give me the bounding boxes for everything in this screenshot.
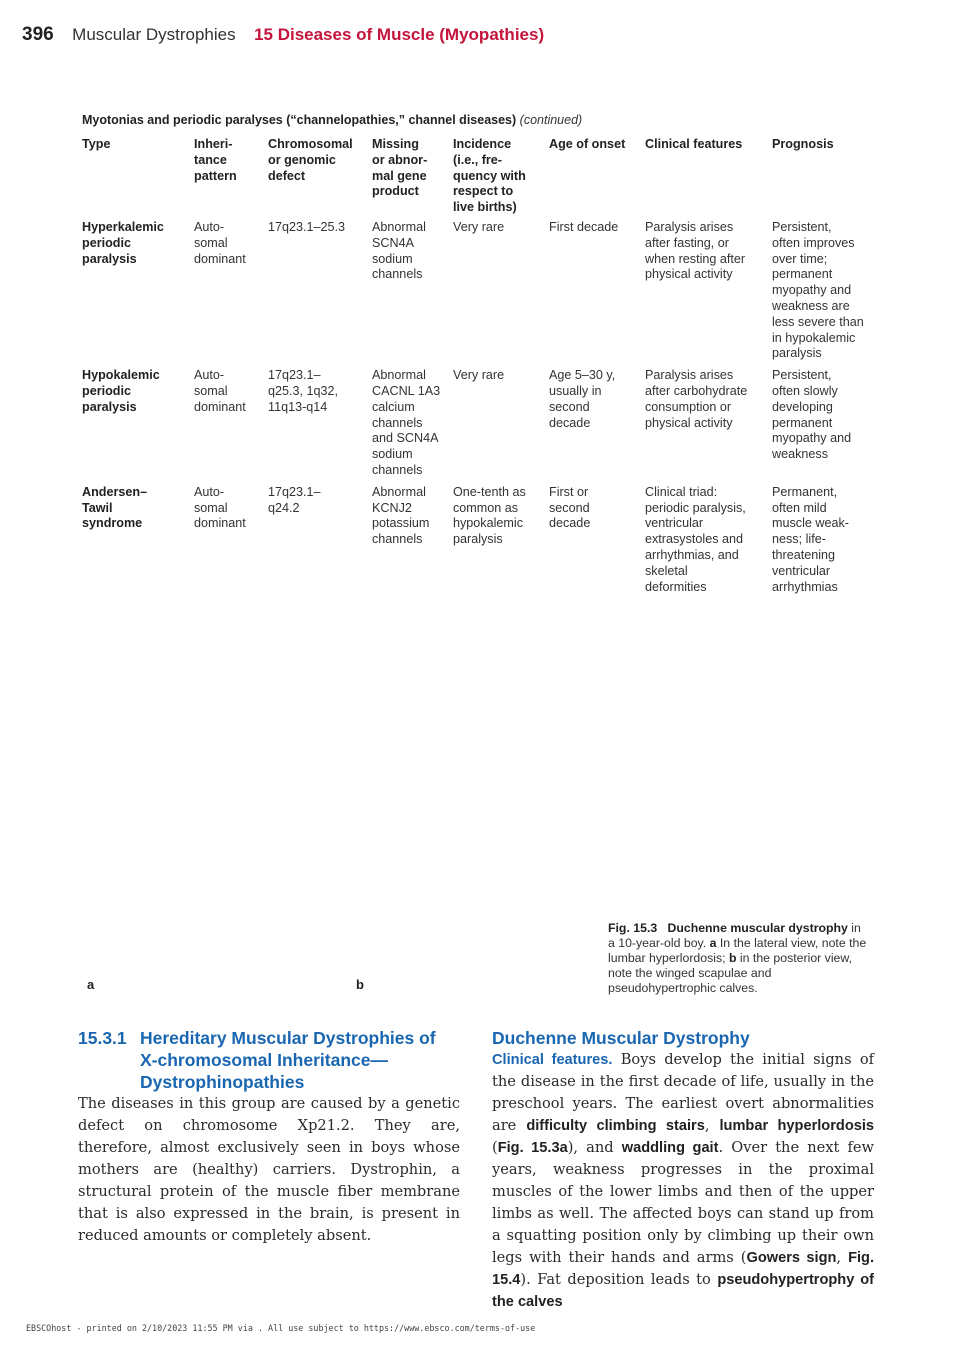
table-cell: First or second decade <box>549 484 591 531</box>
table-cell: 17q23.1– q24.2 <box>268 484 321 515</box>
table-cell: Very rare <box>453 219 505 234</box>
table-cell: One-tenth as common as hypokalemic paralysis <box>453 484 526 547</box>
table-cell: Auto- somal dominant <box>194 484 246 531</box>
table-cell: Auto- somal dominant <box>194 368 246 414</box>
figure-text-b: in the posterior view, note the winged scapulae and pseudohypertrophic calves. <box>608 951 853 995</box>
section-title-line3: Dystrophinopathies <box>140 1072 305 1092</box>
left-column <box>78 1027 460 1247</box>
figure-label-a: a <box>709 936 717 950</box>
subsection-body <box>492 1049 874 1313</box>
bold-term-5: pseudohypertrophy of the calves <box>492 1272 875 1310</box>
bold-term-1: difficulty climbing stairs <box>526 1118 705 1134</box>
page-header <box>22 24 544 50</box>
table-caption <box>82 113 872 127</box>
table-cell: Auto- somal dominant <box>194 219 246 266</box>
figure-text-a: In the lateral view, note the lumbar hyperlordosis; <box>608 936 867 965</box>
running-title: Muscular Dystrophies <box>72 25 236 44</box>
channelopathies-table <box>82 137 872 601</box>
figure-panel-a-label: a <box>87 977 95 992</box>
figure-ref-2: Fig. 15.4 <box>492 1250 875 1288</box>
body-text-5: . Over the next few years, weakness progresses in the proximal muscles of the lower limbs and then of the upper limbs as well. The affected boys can stand up from a squatting position only by climbing up their own legs with their hands and arms ( <box>492 1139 875 1266</box>
figure-panel-b-label: b <box>356 977 364 992</box>
table-cell: Very rare <box>453 368 505 383</box>
figure-ref-1: Fig. 15.3a <box>497 1140 568 1156</box>
body-text-4: ), and <box>567 1139 614 1156</box>
table-row <box>82 368 872 485</box>
table-header-cell: Prognosis <box>772 137 834 151</box>
table-cell: Age 5–30 y, usually in second decade <box>549 368 616 430</box>
table-header-cell: Chromosomal or genomic defect <box>268 137 353 183</box>
table-header-cell: Age of onset <box>549 137 626 151</box>
table-body <box>82 220 872 601</box>
body-text-6: , <box>836 1249 842 1266</box>
page-number: 396 <box>22 24 54 45</box>
chapter-title: 15 Diseases of Muscle (Myopathies) <box>254 25 545 44</box>
body-text-3: ( <box>492 1139 498 1156</box>
subsection-heading: Duchenne Muscular Dystrophy <box>492 1028 750 1048</box>
table-caption-title: Myotonias and periodic paralyses (“channelopathies,” channel diseases) <box>82 113 517 127</box>
figure-title: Duchenne muscular dystrophy <box>667 921 848 935</box>
bold-term-3: waddling gait <box>621 1140 719 1156</box>
table-header-cell: Missing or abnor- mal gene product <box>372 137 428 199</box>
table-caption-continued: (continued) <box>519 113 583 127</box>
section-title-line2: X-chromosomal Inheritance— <box>140 1050 388 1070</box>
table-cell: Paralysis arises after fasting, or when resting after physical activity <box>645 219 746 282</box>
table-cell: Abnormal KCNJ2 potassium channels <box>372 484 430 547</box>
right-column <box>492 1027 874 1313</box>
body-text-1: Boys develop the initial signs of the disease in the first decade of life, usually in the preschool years. The earliest overt abnormalities are <box>492 1051 875 1134</box>
table-row <box>82 485 872 602</box>
table-cell: First decade <box>549 219 619 234</box>
table-cell: Abnormal SCN4A sodium channels <box>372 219 426 282</box>
bold-term-2: lumbar hyperlordosis <box>719 1118 875 1134</box>
channelopathies-table-block <box>82 113 872 601</box>
section-title-line1: Hereditary Muscular Dystrophies of <box>140 1028 436 1048</box>
table-cell: Persistent, often slowly developing permanent myopathy and weakness <box>772 368 852 462</box>
figure-label-b: b <box>728 951 737 965</box>
table-type-cell: Andersen– Tawil syndrome <box>82 484 148 531</box>
run-in-heading: Clinical features. <box>492 1052 613 1068</box>
figure-caption <box>608 921 870 996</box>
table-cell: Permanent, often mild muscle weak- ness; life- threatening ventricular arrhythmias <box>772 484 849 594</box>
body-text-7: ). Fat deposition leads to <box>520 1271 711 1288</box>
table-cell: Persistent, often improves over time; permanent myopathy and weakness are less severe than in hypokalemic paralysis <box>772 219 864 361</box>
section-body: The diseases in this group are caused by a genetic defect on chromosome Xp21.2. They are, therefore, almost exclusively seen in boys whose mothers are (healthy) carriers. Dystrophin, a structural protein of the muscle fiber membrane that is also expressed in the brain, is present in reduced amounts or completely absent. <box>78 1095 460 1244</box>
table-type-cell: Hypokalemic periodic paralysis <box>82 368 160 414</box>
table-cell: 17q23.1– q25.3, 1q32, 11q13-q14 <box>268 368 339 414</box>
section-heading <box>78 1027 460 1093</box>
table-header-cell: Inheri- tance pattern <box>194 137 237 183</box>
section-number: 15.3.1 <box>78 1028 127 1048</box>
table-cell: Clinical triad: periodic paralysis, ventricular extrasystoles and arrhythmias, and skeletal deformities <box>645 484 746 594</box>
footer-note: EBSCOhost - printed on 2/10/2023 11:55 PM via . All use subject to https://www.ebsco.com/terms-of-use <box>26 1323 536 1333</box>
table-header-cell: Incidence (i.e., fre- quency with respect to live births) <box>453 137 526 215</box>
table-header-row <box>82 137 872 220</box>
bold-term-4: Gowers sign <box>746 1250 837 1266</box>
table-cell: Paralysis arises after carbohydrate consumption or physical activity <box>645 368 748 430</box>
table-header-cell: Type <box>82 137 111 151</box>
table-cell: Abnormal CACNL 1A3 calcium channels and SCN4A sodium channels <box>372 368 441 477</box>
table-header-cell: Clinical features <box>645 137 743 151</box>
figure-id: Fig. 15.3 <box>608 921 658 935</box>
body-text-2: , <box>704 1117 710 1134</box>
table-row <box>82 220 872 368</box>
table-type-cell: Hyperkalemic periodic paralysis <box>82 219 164 266</box>
figure-text-1: in a 10-year-old boy. <box>608 921 861 950</box>
table-cell: 17q23.1–25.3 <box>268 219 346 234</box>
